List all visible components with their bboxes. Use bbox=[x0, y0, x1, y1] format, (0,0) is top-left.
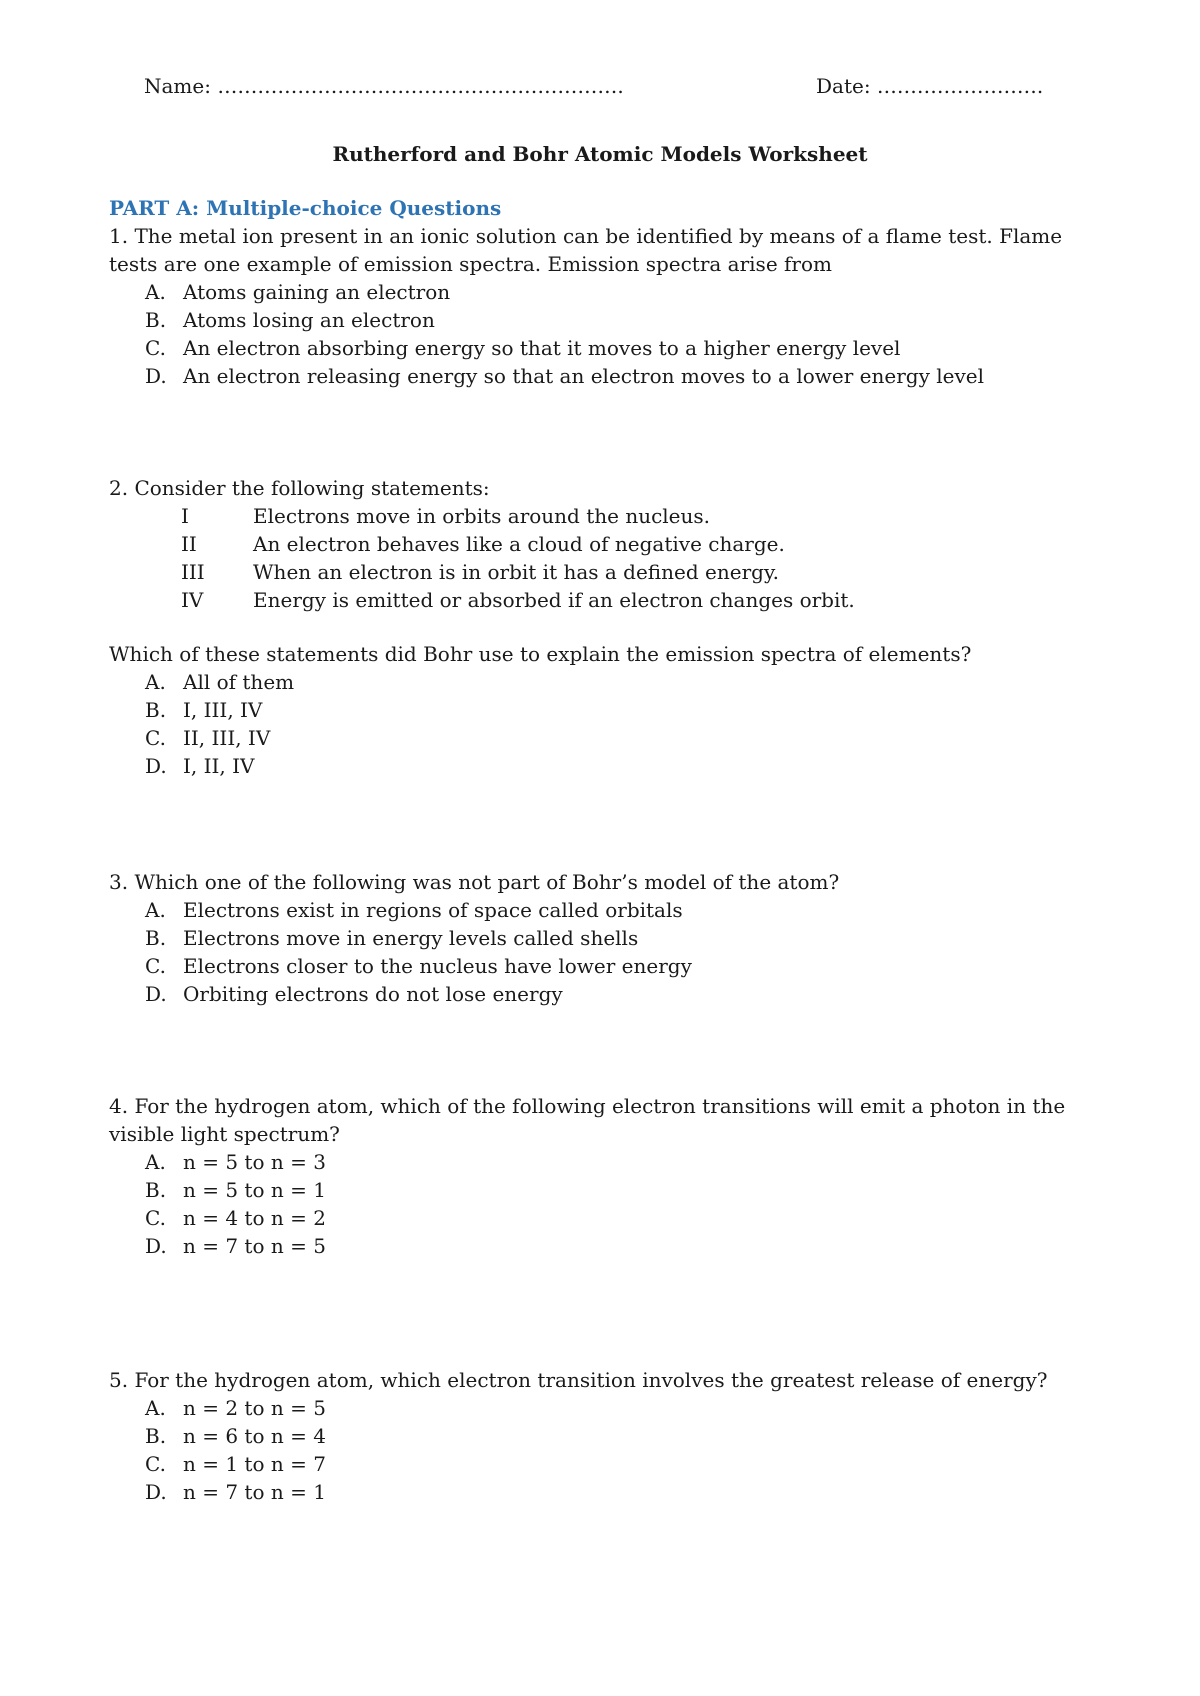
option-list bbox=[109, 1394, 1109, 1506]
option-c bbox=[109, 1204, 1109, 1232]
question-text: 5. For the hydrogen atom, which electron transition involves the greatest release of energy? bbox=[109, 1368, 1048, 1392]
option-text: I, II, IV bbox=[183, 754, 255, 778]
option-b bbox=[109, 306, 1109, 334]
option-b bbox=[109, 924, 1109, 952]
option-letter: D. bbox=[145, 1234, 167, 1258]
option-text: I, III, IV bbox=[183, 698, 263, 722]
option-text: Electrons exist in regions of space called orbitals bbox=[183, 898, 683, 922]
option-d bbox=[109, 752, 1109, 780]
option-text: n = 5 to n = 3 bbox=[183, 1150, 326, 1174]
question-followup: Which of these statements did Bohr use to explain the emission spectra of elements? bbox=[109, 642, 972, 666]
option-text: Atoms gaining an electron bbox=[183, 280, 451, 304]
option-letter: D. bbox=[145, 1480, 167, 1504]
option-letter: A. bbox=[145, 280, 166, 304]
option-letter: B. bbox=[145, 1424, 167, 1448]
option-d bbox=[109, 1478, 1109, 1506]
option-list bbox=[109, 1148, 1109, 1260]
option-letter: B. bbox=[145, 1178, 167, 1202]
option-letter: D. bbox=[145, 754, 167, 778]
statement-number: I bbox=[181, 504, 189, 528]
page-title: Rutherford and Bohr Atomic Models Worksheet bbox=[332, 142, 868, 166]
option-text: An electron releasing energy so that an electron moves to a lower energy level bbox=[183, 364, 984, 388]
option-text: n = 1 to n = 7 bbox=[183, 1452, 326, 1476]
option-a bbox=[109, 278, 1109, 306]
statement-item bbox=[109, 586, 1109, 614]
option-a bbox=[109, 1394, 1109, 1422]
option-b bbox=[109, 1176, 1109, 1204]
question-2 bbox=[109, 474, 1109, 780]
part-a-heading: PART A: Multiple-choice Questions bbox=[109, 196, 502, 220]
option-text: n = 4 to n = 2 bbox=[183, 1206, 326, 1230]
option-text: II, III, IV bbox=[183, 726, 271, 750]
option-a bbox=[109, 668, 1109, 696]
option-letter: B. bbox=[145, 308, 167, 332]
option-letter: A. bbox=[145, 670, 166, 694]
option-list bbox=[109, 668, 1109, 780]
option-d bbox=[109, 1232, 1109, 1260]
option-list bbox=[109, 278, 1109, 390]
question-text: 3. Which one of the following was not part of Bohr’s model of the atom? bbox=[109, 870, 840, 894]
option-c bbox=[109, 1450, 1109, 1478]
question-text: 1. The metal ion present in an ionic solution can be identified by means of a flame test. Flame tests are one example of emission spectra. Emission spectra arise from bbox=[109, 224, 1063, 276]
option-text: Electrons closer to the nucleus have lower energy bbox=[183, 954, 692, 978]
option-letter: D. bbox=[145, 982, 167, 1006]
option-text: Orbiting electrons do not lose energy bbox=[183, 982, 563, 1006]
option-letter: A. bbox=[145, 898, 166, 922]
statement-number: III bbox=[181, 560, 205, 584]
statement-text: Energy is emitted or absorbed if an electron changes orbit. bbox=[253, 588, 855, 612]
statement-text: When an electron is in orbit it has a defined energy. bbox=[253, 560, 779, 584]
option-text: Atoms losing an electron bbox=[183, 308, 435, 332]
option-text: n = 7 to n = 5 bbox=[183, 1234, 326, 1258]
option-c bbox=[109, 724, 1109, 752]
option-text: n = 5 to n = 1 bbox=[183, 1178, 326, 1202]
option-letter: A. bbox=[145, 1150, 166, 1174]
option-letter: C. bbox=[145, 336, 166, 360]
option-letter: B. bbox=[145, 698, 167, 722]
option-text: n = 2 to n = 5 bbox=[183, 1396, 326, 1420]
statement-item bbox=[109, 502, 1109, 530]
option-letter: C. bbox=[145, 1206, 166, 1230]
option-d bbox=[109, 362, 1109, 390]
option-d bbox=[109, 980, 1109, 1008]
option-letter: A. bbox=[145, 1396, 166, 1420]
statement-text: An electron behaves like a cloud of negative charge. bbox=[253, 532, 785, 556]
option-text: n = 6 to n = 4 bbox=[183, 1424, 326, 1448]
date-field: Date: ……………………. bbox=[816, 74, 1044, 98]
option-letter: C. bbox=[145, 726, 166, 750]
option-letter: C. bbox=[145, 1452, 166, 1476]
option-b bbox=[109, 1422, 1109, 1450]
option-c bbox=[109, 334, 1109, 362]
question-1 bbox=[109, 222, 1109, 390]
option-list bbox=[109, 896, 1109, 1008]
option-letter: D. bbox=[145, 364, 167, 388]
question-text: 2. Consider the following statements: bbox=[109, 476, 490, 500]
question-3 bbox=[109, 868, 1109, 1008]
question-text: 4. For the hydrogen atom, which of the following electron transitions will emit a photon in the visible light spectrum? bbox=[109, 1094, 1066, 1146]
option-a bbox=[109, 1148, 1109, 1176]
statement-number: IV bbox=[181, 588, 204, 612]
option-letter: B. bbox=[145, 926, 167, 950]
option-text: All of them bbox=[183, 670, 295, 694]
option-a bbox=[109, 896, 1109, 924]
statement-number: II bbox=[181, 532, 197, 556]
option-c bbox=[109, 952, 1109, 980]
option-b bbox=[109, 696, 1109, 724]
option-text: Electrons move in energy levels called shells bbox=[183, 926, 639, 950]
question-4 bbox=[109, 1092, 1109, 1260]
header-line bbox=[144, 72, 1064, 102]
statement-item bbox=[109, 558, 1109, 586]
question-5 bbox=[109, 1366, 1109, 1506]
statement-item bbox=[109, 530, 1109, 558]
option-letter: C. bbox=[145, 954, 166, 978]
option-text: An electron absorbing energy so that it moves to a higher energy level bbox=[183, 336, 901, 360]
name-field: Name: ……………………………………………………. bbox=[144, 74, 624, 98]
statement-list bbox=[109, 502, 1109, 614]
option-text: n = 7 to n = 1 bbox=[183, 1480, 326, 1504]
statement-text: Electrons move in orbits around the nucleus. bbox=[253, 504, 711, 528]
